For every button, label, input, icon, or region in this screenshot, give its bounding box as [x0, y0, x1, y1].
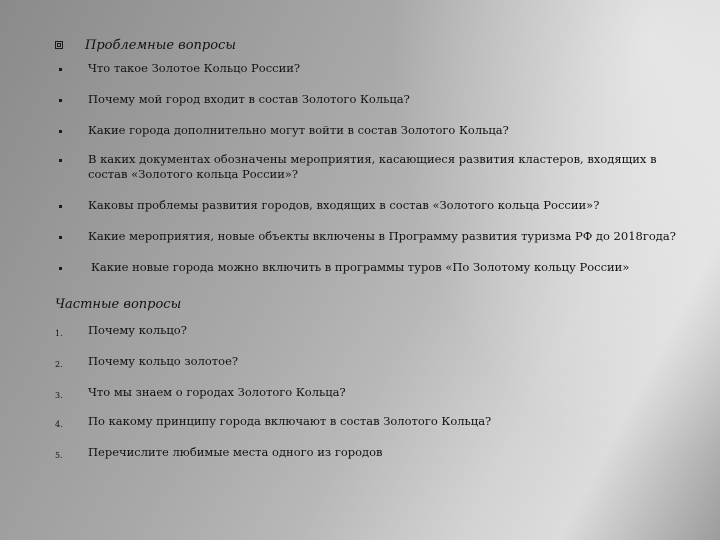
bullet-text: Каковы проблемы развития городов, входящих в состав «Золотого кольца России»? — [88, 198, 600, 212]
item-text: Что мы знаем о городах Золотого Кольца? — [88, 385, 346, 399]
bullet-item — [55, 198, 675, 214]
bullet-text: Какие новые города можно включить в программы туров «По Золотому кольцу России» — [91, 260, 630, 274]
numbered-item — [55, 385, 675, 401]
numbered-item — [55, 414, 675, 430]
section-title-specific-questions: Частные вопросы — [55, 297, 182, 312]
section-title-problem-questions: Проблемные вопросы — [85, 37, 236, 53]
numbered-item — [55, 354, 675, 370]
bullet-icon — [59, 236, 62, 239]
item-number: 1. — [55, 329, 63, 338]
bullet-item — [55, 229, 675, 245]
bullet-item — [55, 92, 675, 108]
bullet-item — [55, 260, 675, 276]
square-bullet-icon — [55, 41, 63, 49]
bullet-text: Почему мой город входит в состав Золотого Кольца? — [88, 92, 410, 106]
numbered-item — [55, 445, 675, 461]
bullet-icon — [59, 267, 62, 270]
item-text: По какому принципу города включают в состав Золотого Кольца? — [88, 414, 492, 428]
item-number: 2. — [55, 360, 63, 369]
item-number: 5. — [55, 451, 63, 460]
bullet-icon — [59, 130, 62, 133]
bullet-text: Что такое Золотое Кольцо России? — [88, 61, 301, 75]
item-text: Перечислите любимые места одного из городов — [88, 445, 383, 459]
numbered-item — [55, 323, 675, 339]
bullet-item — [55, 61, 675, 77]
item-text: Почему кольцо золотое? — [88, 354, 239, 368]
section-title-row — [55, 35, 236, 55]
item-text: Почему кольцо? — [88, 323, 187, 337]
bullet-item — [55, 123, 675, 139]
bullet-item — [55, 152, 675, 184]
item-number: 3. — [55, 391, 63, 400]
item-number: 4. — [55, 420, 63, 429]
bullet-icon — [59, 205, 62, 208]
bullet-icon — [59, 99, 62, 102]
bullet-text: В каких документах обозначены мероприятия, касающиеся развития кластеров, входящих в состав «Золотого кольца России»? — [88, 152, 657, 181]
bullet-text: Какие мероприятия, новые объекты включены в Программу развития туризма РФ до 2018года? — [88, 229, 676, 243]
bullet-text: Какие города дополнительно могут войти в состав Золотого Кольца? — [88, 123, 509, 137]
bullet-icon — [59, 159, 62, 162]
bullet-icon — [59, 68, 62, 71]
